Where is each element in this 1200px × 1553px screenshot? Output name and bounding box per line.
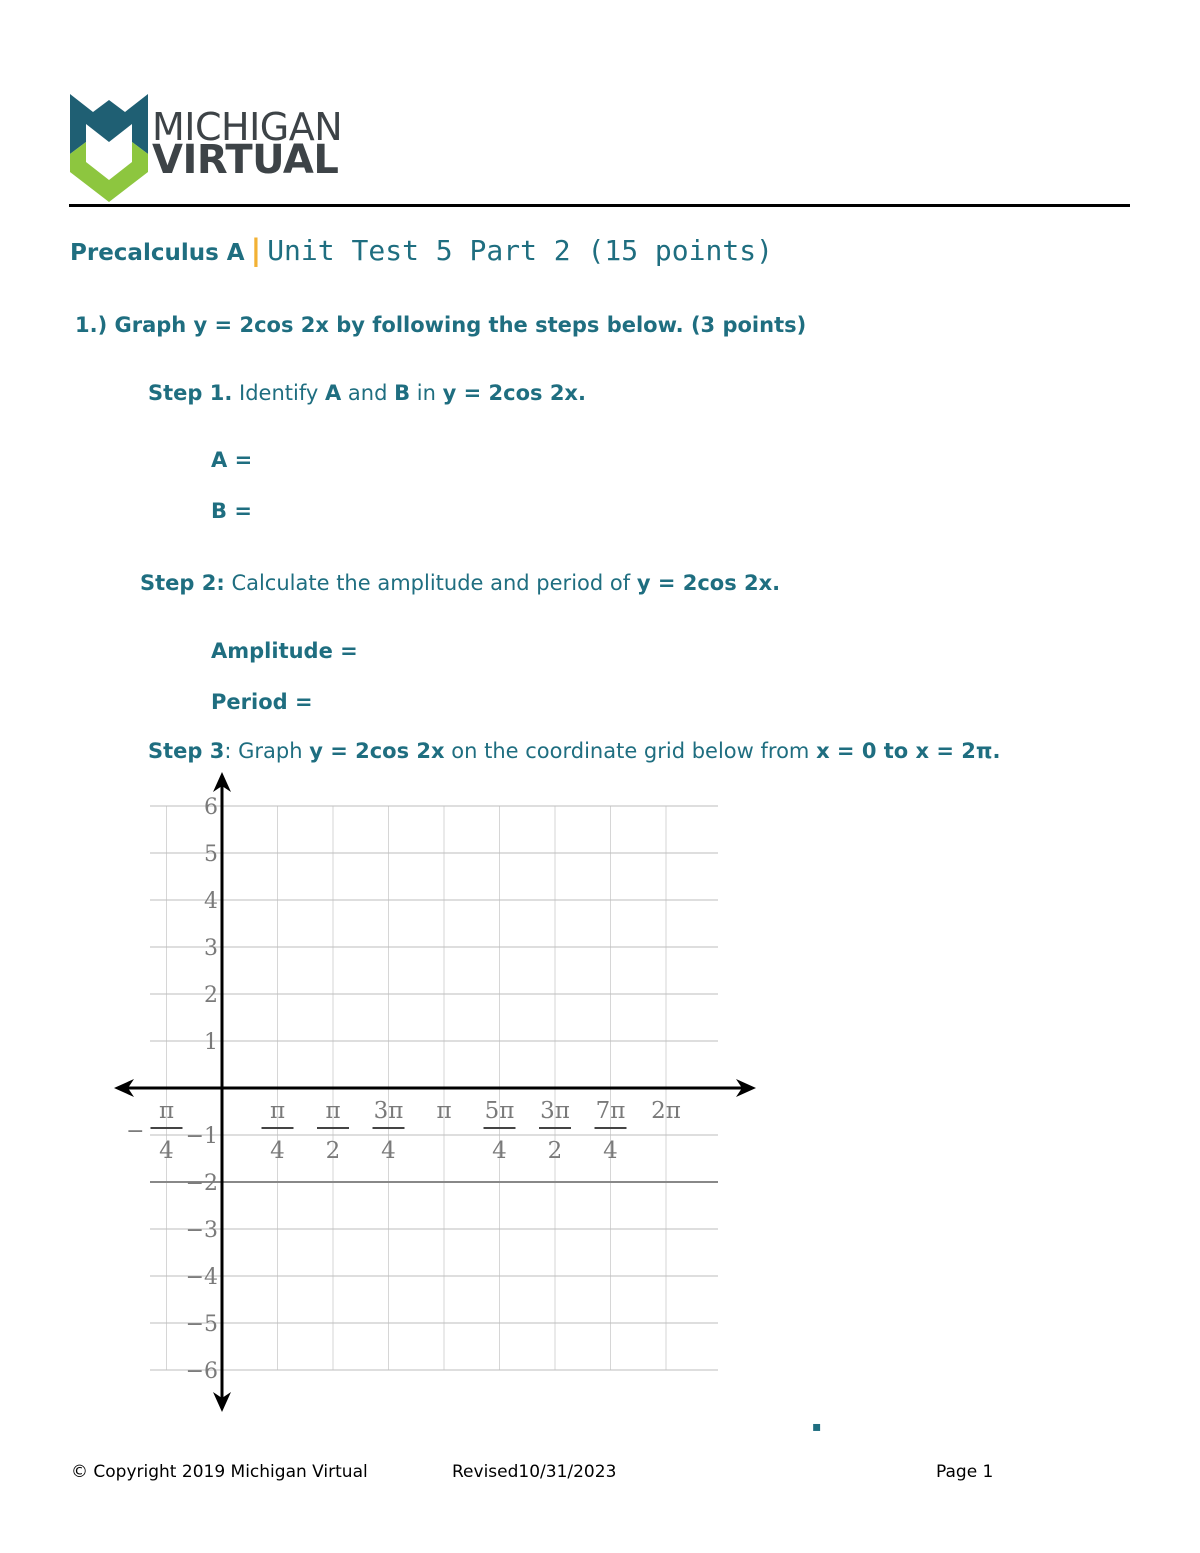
footer-page: Page 1 bbox=[936, 1462, 994, 1482]
y-tick-label: −6 bbox=[185, 1359, 218, 1384]
y-tick-label: 5 bbox=[204, 842, 218, 867]
footer-revised: Revised10/31/2023 bbox=[452, 1462, 617, 1482]
step-3-range: x = 0 to x = 2π. bbox=[816, 739, 1001, 763]
x-tick-label-numerator: 5π bbox=[484, 1098, 515, 1124]
x-tick-label-numerator: 7π bbox=[595, 1098, 626, 1124]
coordinate-grid[interactable] bbox=[110, 770, 760, 1415]
step-1-and: and bbox=[341, 381, 395, 405]
x-tick-label-denominator: 4 bbox=[492, 1138, 507, 1164]
x-tick-label: π bbox=[436, 1098, 452, 1124]
footer-copyright: © Copyright 2019 Michigan Virtual bbox=[71, 1462, 368, 1482]
step-1-b: B bbox=[394, 381, 411, 405]
x-tick-label-numerator: π bbox=[158, 1098, 175, 1124]
y-tick-label: 4 bbox=[204, 889, 218, 914]
y-tick-label: 3 bbox=[204, 936, 218, 961]
step-2-text: Calculate the amplitude and period of bbox=[224, 571, 637, 595]
step-2 bbox=[140, 571, 780, 595]
step-1 bbox=[148, 381, 586, 405]
x-tick-label-denominator: 2 bbox=[325, 1138, 341, 1164]
y-tick-label: −4 bbox=[185, 1265, 218, 1290]
title-separator: | bbox=[250, 233, 262, 267]
question-1-prompt: 1.) Graph y = 2cos 2x by following the steps below. (3 points) bbox=[75, 313, 807, 337]
answer-b-label: B = bbox=[211, 499, 252, 523]
y-tick-label: −3 bbox=[185, 1218, 218, 1243]
step-3 bbox=[148, 739, 1001, 763]
page-title bbox=[70, 233, 773, 267]
x-tick-label-numerator: π bbox=[269, 1098, 286, 1124]
x-tick-label-denominator: 4 bbox=[270, 1138, 285, 1164]
amplitude-label: Amplitude = bbox=[211, 639, 358, 663]
y-tick-label: −2 bbox=[185, 1171, 218, 1196]
x-tick-label-numerator: π bbox=[325, 1098, 341, 1124]
step-3-text: on the coordinate grid below from bbox=[444, 739, 817, 763]
y-tick-label: 6 bbox=[204, 795, 218, 820]
answer-a-label: A = bbox=[211, 448, 253, 472]
x-tick-label-denominator: 4 bbox=[603, 1138, 618, 1164]
x-tick-label-denominator: 4 bbox=[381, 1138, 396, 1164]
period-label: Period = bbox=[211, 690, 313, 714]
y-tick-label: 1 bbox=[204, 1030, 218, 1055]
header-rule bbox=[69, 204, 1130, 207]
step-1-a: A bbox=[324, 381, 342, 405]
x-tick-label-minus: − bbox=[126, 1119, 145, 1144]
step-1-label: Step 1. bbox=[148, 381, 233, 405]
x-tick-label-denominator: 2 bbox=[547, 1138, 563, 1164]
y-tick-label: −1 bbox=[185, 1124, 218, 1149]
brand-line-1: MICHIGAN bbox=[152, 105, 343, 149]
step-1-text: Identify bbox=[232, 381, 325, 405]
step-3-equation: y = 2cos 2x bbox=[309, 739, 445, 763]
stray-mark: ▪ bbox=[812, 1419, 822, 1435]
unit-title: Unit Test 5 Part 2 (15 points) bbox=[267, 234, 773, 267]
step-2-equation: y = 2cos 2x. bbox=[636, 571, 781, 595]
step-3-label: Step 3 bbox=[148, 739, 225, 763]
x-tick-label: 2π bbox=[651, 1098, 681, 1124]
x-tick-label-numerator: 3π bbox=[540, 1098, 570, 1124]
brand-line-2: VIRTUAL bbox=[152, 137, 339, 183]
y-tick-label: −5 bbox=[185, 1312, 218, 1337]
x-tick-label-numerator: 3π bbox=[373, 1098, 404, 1124]
step-2-label: Step 2: bbox=[140, 571, 225, 595]
course-name: Precalculus A bbox=[70, 240, 245, 266]
x-tick-label-denominator: 4 bbox=[159, 1138, 174, 1164]
michigan-virtual-logo-mark bbox=[68, 92, 150, 204]
step-3-colon: : Graph bbox=[224, 739, 310, 763]
step-1-in: in bbox=[410, 381, 443, 405]
step-1-equation: y = 2cos 2x. bbox=[442, 381, 586, 405]
y-tick-label: 2 bbox=[204, 983, 218, 1008]
